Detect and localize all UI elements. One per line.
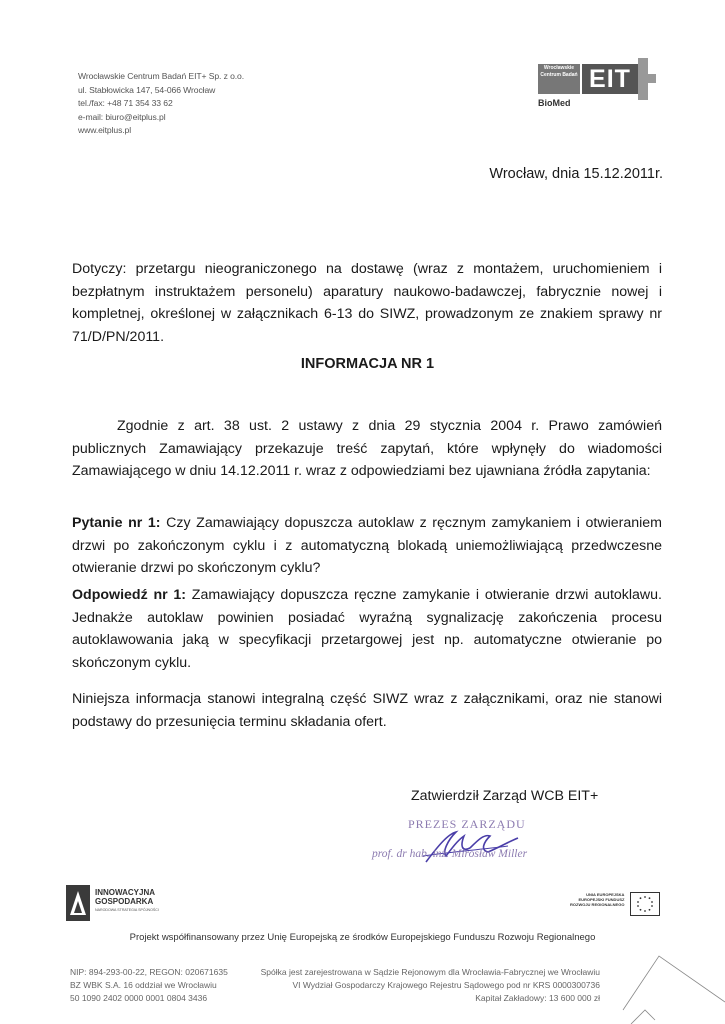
logo-subbrand: BioMed — [538, 98, 571, 108]
phone-fax: tel./fax: +48 71 354 33 62 — [78, 98, 173, 108]
stamp-title: PREZES ZARZĄDU — [408, 817, 526, 831]
footer-company-ids — [70, 966, 228, 1005]
logo-brand: EIT — [582, 64, 638, 94]
document-title: INFORMACJA NR 1 — [300, 356, 435, 372]
footer-decorative-lines — [615, 952, 725, 1024]
closing-paragraph: Niniejsza informacja stanowi integralną część SIWZ wraz z załącznikami, oraz nie stanowi podstawy do przesunięcia terminu składania ofert. — [72, 691, 662, 730]
footer-nip-regon: NIP: 894-293-00-22, REGON: 020671635 — [70, 967, 228, 977]
footer-account: 50 1090 2402 0000 0001 0804 3436 — [70, 993, 208, 1003]
question-text: Czy Zamawiający dopuszcza autoklaw z ręcznym zamykaniem i otwieraniem drzwi po zakończonym cyklu i z automatyczną blokadą uniemożliwiającą przedwczesne otwieranie drzwi po skończonym cyklu? — [72, 515, 663, 576]
answer-text: Zamawiający dopuszcza ręczne zamykanie i otwieranie drzwi autoklawu. Jednakże autoklaw powinien posiadać wyraźną sygnalizację zakończenia procesu autoklawowania jaką w specyfikacji przetargowej jest np. automatyczne otwieranie po skończonym cyklu. — [72, 587, 663, 671]
eu-flag-icon — [630, 892, 660, 916]
innovative-economy-subtitle: NARODOWA STRATEGIA SPÓJNOŚCI — [95, 908, 159, 912]
footer-krs: VI Wydział Gospodarczy Krajowego Rejestru Sądowego pod nr KRS 0000300736 — [292, 980, 600, 990]
approval-line: Zatwierdził Zarząd WCB EIT+ — [411, 788, 599, 804]
eit-biomed-logo — [536, 58, 656, 120]
intro-paragraph: Zgodnie z art. 38 ust. 2 ustawy z dnia 29 stycznia 2004 r. Prawo zamówień publicznych Zamawiający przekazuje treść zapytań, które wpłynęły do wiadomości Zamawiającego w dniu 14.12.2011 r. wraz z odpowiedziami bez ujawniana źródła zapytania: — [72, 418, 662, 479]
handwritten-signature — [418, 826, 538, 866]
email: e-mail: biuro@eitplus.pl — [78, 111, 166, 122]
subject-paragraph: Dotyczy: przetargu nieograniczonego na dostawę (wraz z montażem, uruchomieniem i bezpłatnym instruktażem personelu) aparatury naukowo-badawczej, fabrycznie nowej i kompletnej, określonej w załącznikach 6-13 do SIWZ, prowadzonym ze znakiem sprawy nr 71/D/PN/2011. — [72, 261, 662, 345]
eu-logo-text — [570, 892, 624, 907]
company-name: Wrocławskie Centrum Badań EIT+ Sp. z o.o. — [78, 71, 245, 81]
eu-line-2: EUROPEJSKI FUNDUSZ — [578, 897, 625, 902]
answer-paragraph — [72, 584, 662, 674]
project-cofinancing-note: Projekt współfinansowany przez Unię Europejską ze środków Europejskiego Funduszu Rozwoju Regionalnego — [129, 932, 596, 943]
ig-line-2: GOSPODARKA — [95, 896, 154, 906]
logo-institution-text: Wrocławskie Centrum Badań — [538, 64, 580, 94]
footer-bank: BZ WBK S.A. 16 oddział we Wrocławiu — [70, 980, 217, 990]
question-label: Pytanie nr 1: — [72, 515, 161, 531]
website: www.eitplus.pl — [78, 125, 132, 135]
eu-line-1: UNIA EUROPEJSKA — [586, 892, 625, 897]
stamp-name: prof. dr hab. inż. Mirosław Miller — [372, 848, 528, 860]
company-address — [78, 70, 244, 138]
footer-capital: Kapitał Zakładowy: 13 600 000 zł — [475, 993, 600, 1003]
ig-line-1: INNOWACYJNA — [95, 888, 156, 897]
eu-line-3: ROZWOJU REGIONALNEGO — [570, 902, 625, 907]
question-paragraph — [72, 512, 662, 580]
answer-label: Odpowiedź nr 1: — [72, 587, 187, 603]
innovative-economy-text — [95, 889, 155, 906]
footer-registration — [261, 966, 600, 1005]
footer-court: Spółka jest zarejestrowana w Sądzie Rejonowym dla Wrocławia-Fabrycznej we Wrocławiu — [260, 967, 600, 977]
street-address: ul. Stabłowicka 147, 54-066 Wrocław — [78, 84, 216, 95]
date-line: Wrocław, dnia 15.12.2011r. — [489, 166, 663, 182]
